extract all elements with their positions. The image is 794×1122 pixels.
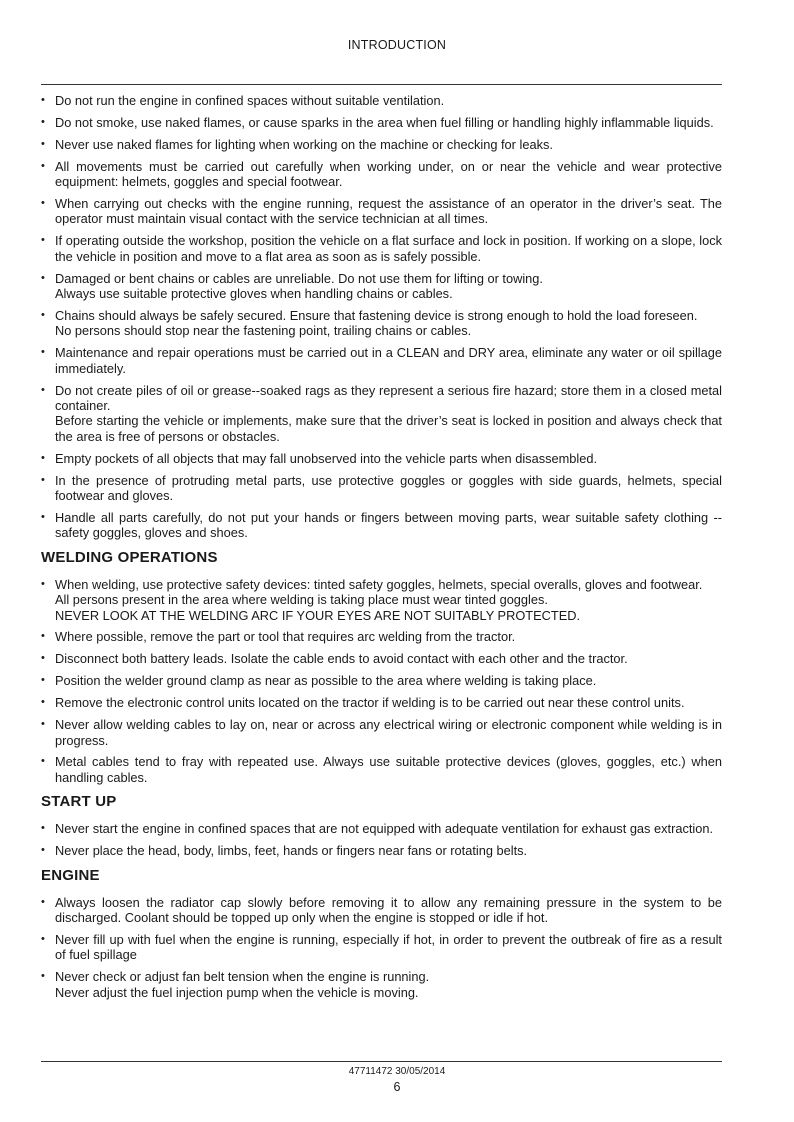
bullet-text: If operating outside the workshop, position the vehicle on a flat surface and lock in position. If working on a slope, lock the vehicle in position and move to a flat area as soon as is safely possible. bbox=[55, 233, 722, 264]
sections-container bbox=[41, 549, 722, 1000]
bullet-item bbox=[41, 510, 722, 541]
bullet-item bbox=[41, 159, 722, 190]
bullet-text: Disconnect both battery leads. Isolate the cable ends to avoid contact with each other and the tractor. bbox=[55, 651, 628, 667]
bullet-text: In the presence of protruding metal parts, use protective goggles or goggles with side guards, helmets, special footwear and gloves. bbox=[55, 472, 722, 504]
bullet-marker: • bbox=[41, 383, 45, 396]
bullet-marker: • bbox=[41, 674, 45, 687]
bullet-marker: • bbox=[41, 115, 45, 128]
bullet-item bbox=[41, 271, 722, 302]
bullet-text: Never fill up with fuel when the engine is running, especially if hot, in order to prevent the outbreak of fire as a result of fuel spillage bbox=[55, 931, 722, 963]
bullet-text: Metal cables tend to fray with repeated use. Always use suitable protective devices (gloves, goggles, etc.) when handling cables. bbox=[55, 754, 722, 785]
bullet-text: All movements must be carried out carefully when working under, on or near the vehicle and wear protective equipment: helmets, goggles and special footwear. bbox=[55, 158, 722, 190]
bullet-text: Damaged or bent chains or cables are unreliable. Do not use them for lifting or towing. bbox=[55, 270, 543, 286]
bullet-text: Always use suitable protective gloves when handling chains or cables. bbox=[55, 286, 453, 302]
bullet-item bbox=[41, 821, 722, 836]
section-heading: ENGINE bbox=[41, 866, 100, 884]
bullet-marker: • bbox=[41, 510, 45, 523]
bullet-item bbox=[41, 695, 722, 710]
bullet-marker: • bbox=[41, 822, 45, 835]
bullet-text: When carrying out checks with the engine running, request the assistance of an operator in the driver’s seat. The operator must maintain visual contact with the service technician at all times. bbox=[55, 196, 722, 227]
bullet-text: Never place the head, body, limbs, feet, hands or fingers near fans or rotating belts. bbox=[55, 843, 528, 859]
section-bullet-list bbox=[41, 895, 722, 1000]
bullet-marker: • bbox=[41, 844, 45, 857]
bullet-item bbox=[41, 629, 722, 644]
bullet-item bbox=[41, 673, 722, 688]
bullet-text: All persons present in the area where welding is taking place must wear tinted goggles. bbox=[55, 592, 548, 608]
bullet-marker: • bbox=[41, 718, 45, 731]
bullet-item bbox=[41, 137, 722, 152]
page-header-title: INTRODUCTION bbox=[347, 38, 447, 52]
bullet-text: Never start the engine in confined spaces that are not equipped with adequate ventilation for exhaust gas extraction. bbox=[55, 821, 714, 837]
bullet-marker: • bbox=[41, 308, 45, 321]
bullet-marker: • bbox=[41, 932, 45, 945]
bullet-marker: • bbox=[41, 234, 45, 247]
header-divider bbox=[41, 84, 722, 85]
bullet-text: Always loosen the radiator cap slowly before removing it to allow any remaining pressure in the system to be discharged. Coolant should be topped up only when the engine is stopped or idle if hot. bbox=[55, 894, 722, 925]
bullet-text: Never use naked flames for lighting when working on the machine or checking for leaks. bbox=[55, 136, 553, 152]
bullet-marker: • bbox=[41, 652, 45, 665]
section-bullet-list bbox=[41, 577, 722, 785]
intro-safety-list bbox=[41, 93, 722, 541]
bullet-item bbox=[41, 93, 722, 108]
bullet-item bbox=[41, 473, 722, 504]
bullet-text: Do not create piles of oil or grease--soaked rags as they represent a serious fire hazard; store them in a closed metal container. bbox=[55, 382, 722, 413]
bullet-item bbox=[41, 651, 722, 666]
bullet-marker: • bbox=[41, 451, 45, 464]
bullet-marker: • bbox=[41, 630, 45, 643]
bullet-marker: • bbox=[41, 970, 45, 983]
bullet-item bbox=[41, 895, 722, 926]
bullet-item bbox=[41, 969, 722, 1000]
bullet-item bbox=[41, 115, 722, 130]
bullet-item bbox=[41, 308, 722, 339]
bullet-text: Remove the electronic control units located on the tractor if welding is to be carried out near these control units. bbox=[55, 695, 685, 711]
bullet-item bbox=[41, 196, 722, 227]
bullet-marker: • bbox=[41, 137, 45, 150]
section-heading: START UP bbox=[41, 793, 117, 811]
bullet-item bbox=[41, 932, 722, 963]
bullet-text: Maintenance and repair operations must be carried out in a CLEAN and DRY area, eliminate any water or oil spillage immediately. bbox=[55, 345, 722, 376]
bullet-marker: • bbox=[41, 696, 45, 709]
bullet-text: Never allow welding cables to lay on, near or across any electrical wiring or electronic component while welding is in progress. bbox=[55, 717, 722, 748]
bullet-marker: • bbox=[41, 895, 45, 908]
bullet-text: When welding, use protective safety devices: tinted safety goggles, helmets, special overalls, gloves and footwear. bbox=[55, 576, 703, 592]
bullet-text: Never adjust the fuel injection pump when the vehicle is moving. bbox=[55, 984, 419, 1000]
section-bullet-list bbox=[41, 821, 722, 858]
bullet-text: NEVER LOOK AT THE WELDING ARC IF YOUR EYES ARE NOT SUITABLY PROTECTED. bbox=[55, 607, 581, 623]
bullet-item bbox=[41, 345, 722, 376]
bullet-item bbox=[41, 843, 722, 858]
bullet-item bbox=[41, 754, 722, 785]
bullet-marker: • bbox=[41, 577, 45, 590]
bullet-text: Chains should always be safely secured. Ensure that fastening device is strong enough to hold the load foreseen. bbox=[55, 307, 698, 323]
bullet-text: No persons should stop near the fastening point, trailing chains or cables. bbox=[55, 323, 472, 339]
bullet-item bbox=[41, 577, 722, 623]
footer-doc-reference: 47711472 30/05/2014 bbox=[348, 1066, 446, 1077]
bullet-marker: • bbox=[41, 473, 45, 486]
bullet-marker: • bbox=[41, 346, 45, 359]
bullet-text: Never check or adjust fan belt tension when the engine is running. bbox=[55, 969, 430, 985]
bullet-text: Empty pockets of all objects that may fall unobserved into the vehicle parts when disassembled. bbox=[55, 450, 598, 466]
bullet-item bbox=[41, 451, 722, 466]
bullet-text: Handle all parts carefully, do not put your hands or fingers between moving parts, wear suitable safety clothing -- safety goggles, gloves and shoes. bbox=[55, 509, 722, 541]
bullet-text: Do not run the engine in confined spaces without suitable ventilation. bbox=[55, 93, 445, 108]
bullet-text: Position the welder ground clamp as near as possible to the area where welding is taking place. bbox=[55, 673, 597, 689]
bullet-text: Before starting the vehicle or implements, make sure that the driver’s seat is locked in position and always check that the area is free of persons or obstacles. bbox=[55, 413, 722, 444]
page-number: 6 bbox=[393, 1080, 401, 1094]
bullet-item bbox=[41, 717, 722, 748]
bullet-marker: • bbox=[41, 197, 45, 210]
bullet-text: Where possible, remove the part or tool that requires arc welding from the tractor. bbox=[55, 629, 516, 645]
bullet-marker: • bbox=[41, 94, 45, 106]
bullet-item bbox=[41, 233, 722, 264]
bullet-marker: • bbox=[41, 159, 45, 172]
bullet-marker: • bbox=[41, 271, 45, 284]
bullet-item bbox=[41, 383, 722, 445]
bullet-marker: • bbox=[41, 755, 45, 768]
bullet-text: Do not smoke, use naked flames, or cause sparks in the area when fuel filling or handling highly inflammable liquids. bbox=[55, 114, 714, 130]
footer-divider bbox=[41, 1061, 722, 1062]
section-heading: WELDING OPERATIONS bbox=[41, 548, 218, 566]
document-body bbox=[41, 93, 722, 1006]
